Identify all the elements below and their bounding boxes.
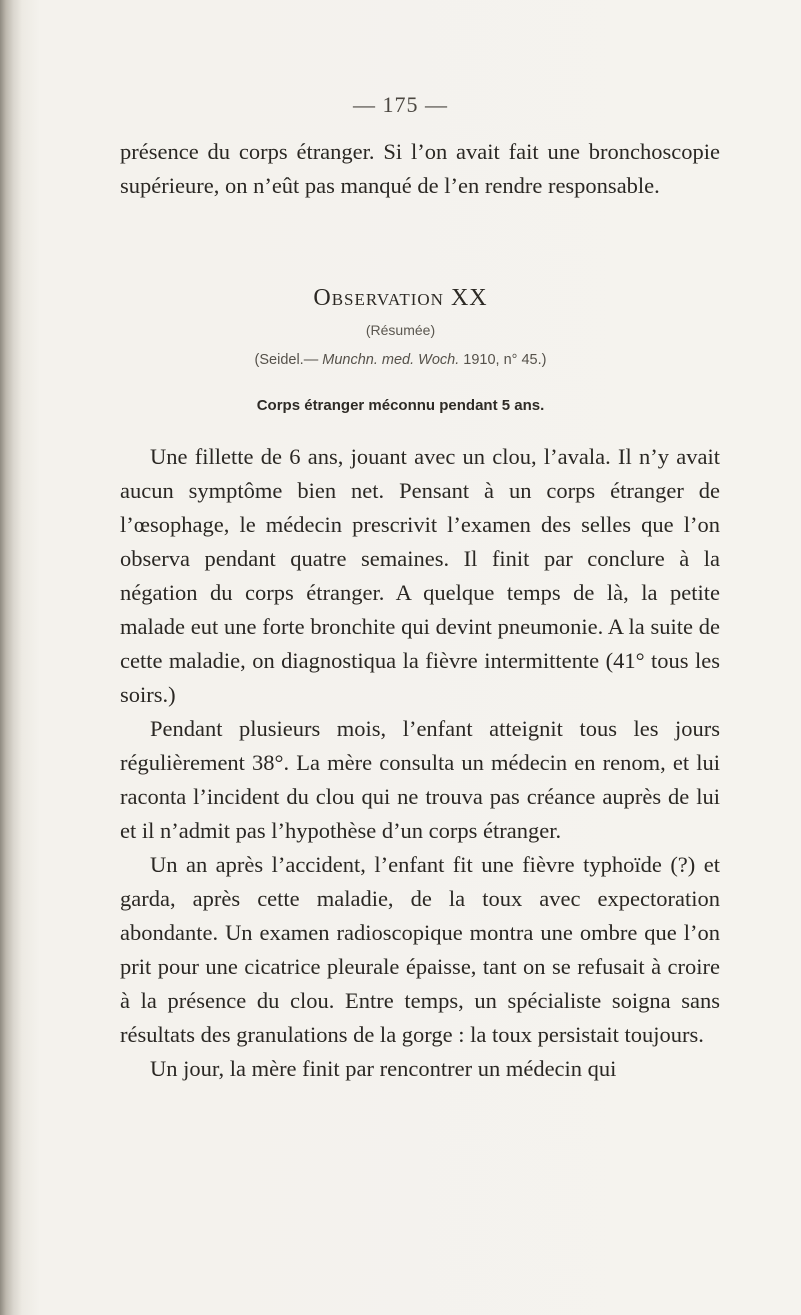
observation-reference — [0, 352, 801, 368]
reference-journal: Munchn. med. Woch. — [322, 352, 460, 368]
body-paragraph: Une fillette de 6 ans, jouant avec un clou, l’avala. Il n’y avait aucun symptôme bien net. Pensant à un corps étranger de l’œsophage, le médecin prescrivit l’examen des selles que l’on observa pendant quatre semaines. Il finit par conclure à la négation du corps étranger. A quelque temps de là, la petite malade eut une forte bronchite qui devint pneumonie. A la suite de cette maladie, on diagnostiqua la fièvre intermittente (41° tous les soirs.) — [120, 444, 720, 707]
reference-suffix: 1910, n° 45.) — [459, 352, 547, 368]
body-text — [120, 440, 720, 1086]
intro-paragraph: présence du corps étranger. Si l’on avait fait une bronchoscopie supérieure, on n’eût pas manqué de l’en rendre responsable. — [120, 139, 720, 198]
binding-shadow — [0, 0, 22, 1315]
body-paragraph: Un an après l’accident, l’enfant fit une fièvre typhoïde (?) et garda, après cette maladie, de la toux avec expectoration abondante. Un examen radioscopique montra une ombre que l’on prit pour une cicatrice pleurale épaisse, tant on se refusait à croire à la présence du clou. Entre temps, un spécialiste soigna sans résultats des granulations de la gorge : la toux persistait toujours. — [120, 852, 720, 1047]
observation-status: (Résumée) — [365, 322, 436, 338]
intro-block — [120, 135, 720, 203]
reference-prefix: (Seidel.— — [254, 352, 323, 368]
observation-title: Observation XX — [313, 285, 488, 311]
body-paragraph: Un jour, la mère finit par rencontrer un médecin qui — [150, 1056, 617, 1081]
body-paragraph: Pendant plusieurs mois, l’enfant atteignit tous les jours régulièrement 38°. La mère consulta un médecin en renom, et lui raconta l’incident du clou qui ne trouva pas créance auprès de lui et il n’admit pas l’hypothèse d’un corps étranger. — [120, 716, 720, 843]
page-number: — 175 — — [353, 92, 448, 117]
observation-heading: Corps étranger méconnu pendant 5 ans. — [256, 397, 545, 414]
